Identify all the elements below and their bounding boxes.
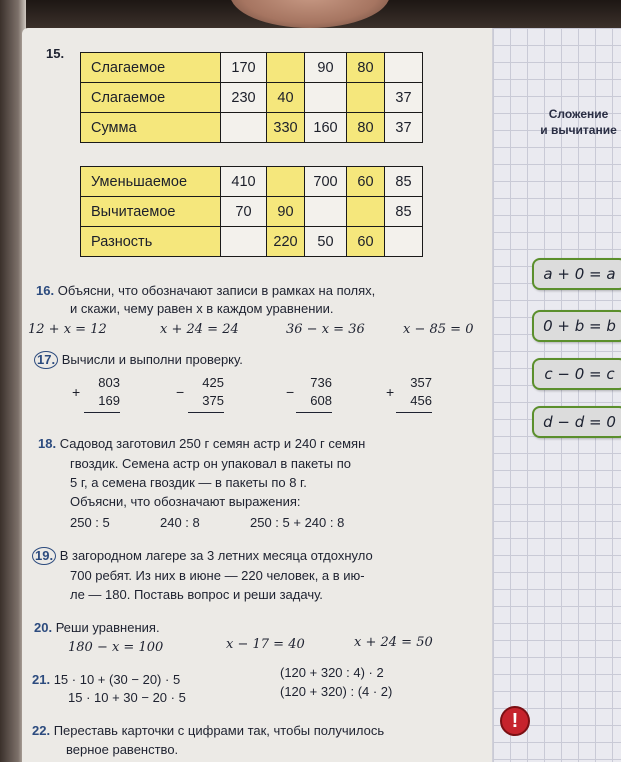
column-underline — [296, 412, 332, 413]
row-label: Слагаемое — [81, 53, 221, 83]
rule-card-b: 0 + b = b — [532, 310, 621, 342]
column-top: 803 — [98, 375, 120, 390]
column-top: 425 — [202, 375, 224, 390]
exercise-16-line1 — [36, 281, 375, 300]
cell: 220 — [267, 227, 305, 257]
table-row — [81, 197, 423, 227]
equation: x + 24 = 24 — [160, 322, 239, 337]
exercise-number-18: 18. — [38, 436, 57, 451]
exercise-22-text1: Переставь карточки с цифрами так, чтобы получилось — [53, 723, 385, 738]
exercise-number-15: 15. — [46, 46, 65, 61]
cell — [385, 227, 423, 257]
margin-title — [536, 106, 621, 138]
row-label: Слагаемое — [81, 83, 221, 113]
operator: + — [72, 384, 81, 400]
cell: 85 — [385, 197, 423, 227]
expression: (120 + 320 : 4) · 2 — [280, 665, 384, 680]
exercise-number-20: 20. — [34, 620, 53, 635]
addition-table — [80, 52, 423, 143]
expression: 240 : 8 — [160, 515, 200, 530]
equation: x + 24 = 50 — [354, 635, 433, 650]
exercise-19-text2: 700 ребят. Из них в июне — 220 человек, а в ию- — [70, 568, 365, 583]
table-row — [81, 167, 423, 197]
column-bottom: 456 — [410, 393, 432, 408]
exercise-21-line1 — [32, 670, 180, 689]
expression: 250 : 5 + 240 : 8 — [250, 515, 345, 530]
row-label: Уменьшаемое — [81, 167, 221, 197]
cell: 170 — [221, 53, 267, 83]
cell — [305, 197, 347, 227]
exercise-19-text1: В загородном лагере за 3 летних месяца отдохнуло — [59, 548, 373, 563]
exercise-number-19: 19. — [32, 547, 56, 565]
table-row — [81, 53, 423, 83]
rule-card-c: c − 0 = c — [532, 358, 621, 390]
cell: 90 — [267, 197, 305, 227]
cell: 700 — [305, 167, 347, 197]
exercise-number-21: 21. — [32, 672, 51, 687]
warning-icon: ! — [500, 706, 530, 736]
expression: 15 · 10 + (30 − 20) · 5 — [53, 672, 181, 687]
cell — [221, 227, 267, 257]
cell: 37 — [385, 83, 423, 113]
column-top: 357 — [410, 375, 432, 390]
exercise-number-22: 22. — [32, 723, 51, 738]
exercise-20-text: Реши уравнения. — [55, 620, 160, 635]
expression: (120 + 320) : (4 · 2) — [280, 684, 393, 699]
exercise-number-16: 16. — [36, 283, 55, 298]
cell: 60 — [347, 167, 385, 197]
exercise-19-text3: ле — 180. Поставь вопрос и реши задачу. — [70, 587, 323, 602]
subtraction-table — [80, 166, 423, 257]
exercise-18-text4: Объясни, что обозначают выражения: — [70, 494, 301, 509]
grid-margin — [492, 28, 621, 762]
equation: 36 − x = 36 — [286, 322, 365, 337]
row-label: Разность — [81, 227, 221, 257]
cell: 85 — [385, 167, 423, 197]
rule-card-a: a + 0 = a — [532, 258, 621, 290]
margin-title-line2: и вычитание — [540, 123, 617, 137]
equation: x − 85 = 0 — [403, 322, 474, 337]
column-calc — [188, 374, 224, 413]
row-label: Вычитаемое — [81, 197, 221, 227]
cell: 80 — [347, 53, 385, 83]
operator: − — [176, 384, 185, 400]
exercise-18-text3: 5 г, а семена гвоздик — в пакеты по 8 г. — [70, 475, 307, 490]
cell — [385, 53, 423, 83]
cell: 60 — [347, 227, 385, 257]
table-row — [81, 113, 423, 143]
exercise-22-text2: верное равенство. — [66, 742, 179, 757]
column-underline — [188, 412, 224, 413]
cell — [347, 197, 385, 227]
margin-title-line1: Сложение — [548, 107, 609, 121]
cell: 330 — [267, 113, 305, 143]
equation: 180 − x = 100 — [68, 640, 164, 655]
column-calc — [296, 374, 332, 413]
exercise-20-line — [34, 618, 160, 637]
table-row — [81, 83, 423, 113]
cell: 160 — [305, 113, 347, 143]
cell — [221, 113, 267, 143]
column-bottom: 608 — [310, 393, 332, 408]
rule-card-d: d − d = 0 — [532, 406, 621, 438]
expression: 15 · 10 + 30 − 20 · 5 — [68, 690, 186, 705]
cell: 37 — [385, 113, 423, 143]
expression: 250 : 5 — [70, 515, 110, 530]
cell: 50 — [305, 227, 347, 257]
cell: 80 — [347, 113, 385, 143]
exercise-17-text: Вычисли и выполни проверку. — [61, 352, 243, 367]
cell: 410 — [221, 167, 267, 197]
exercise-16-text2: и скажи, чему равен x в каждом уравнении. — [70, 301, 334, 316]
exercise-19-line1 — [32, 546, 373, 565]
cell — [267, 167, 305, 197]
column-underline — [84, 412, 120, 413]
column-top: 736 — [310, 375, 332, 390]
exercise-number-17: 17. — [34, 351, 58, 369]
column-underline — [396, 412, 432, 413]
exercise-22-line1 — [32, 721, 384, 740]
cell — [347, 83, 385, 113]
column-bottom: 375 — [202, 393, 224, 408]
exercise-18-text2: гвоздик. Семена астр он упаковал в пакеты по — [70, 456, 351, 471]
cell — [305, 83, 347, 113]
operator: − — [286, 384, 295, 400]
equation: x − 17 = 40 — [226, 637, 305, 652]
cell: 70 — [221, 197, 267, 227]
cell: 230 — [221, 83, 267, 113]
exercise-18-text1: Садовод заготовил 250 г семян астр и 240 г семян — [59, 436, 366, 451]
table-row — [81, 227, 423, 257]
cell: 90 — [305, 53, 347, 83]
exercise-16-text1: Объясни, что обозначают записи в рамках на полях, — [57, 283, 376, 298]
column-bottom: 169 — [98, 393, 120, 408]
exercise-17-line — [34, 350, 243, 369]
column-calc — [84, 374, 120, 413]
column-calc — [396, 374, 432, 413]
operator: + — [386, 384, 395, 400]
cell — [267, 53, 305, 83]
cell: 40 — [267, 83, 305, 113]
exercise-18-line1 — [38, 434, 365, 453]
equation: 12 + x = 12 — [28, 322, 107, 337]
row-label: Сумма — [81, 113, 221, 143]
